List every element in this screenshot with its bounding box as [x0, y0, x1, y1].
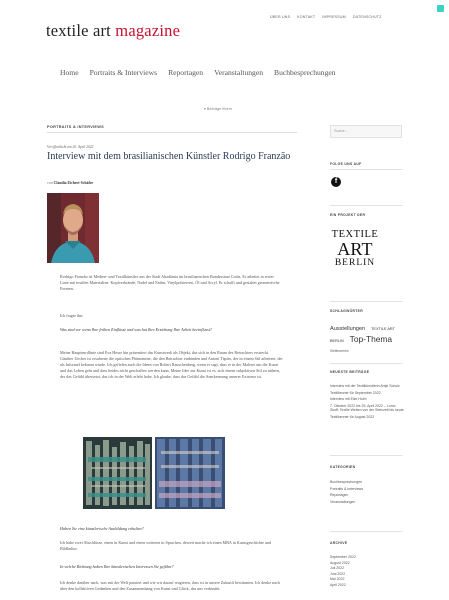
divider — [330, 205, 403, 206]
article-paragraph: Ich habe zwei Abschlüsse, einen in Kunst und einen weiteren in Sprachen, derzeit mache ich einen MBA in Kunstgeschichte und Bildkultur. — [60, 540, 272, 551]
archive-list — [330, 555, 404, 589]
artwork-image-right — [155, 437, 225, 509]
berlin-logo-line: BERLIN — [334, 258, 376, 268]
berlin-logo-line: ART — [337, 239, 373, 259]
nav-item-reportagen[interactable]: Reportagen — [168, 68, 204, 77]
archive-link[interactable]: August 2022 — [330, 560, 350, 565]
archive-link[interactable]: Mai 2022 — [330, 577, 345, 582]
article-question: Was sind vor wenn Ihre frühen Einflüsse und was hat Ihre Erziehung Ihre Arbeit beeinflusst? — [60, 327, 212, 332]
divider — [330, 363, 403, 364]
tag-link[interactable]: BERLIN — [330, 338, 344, 343]
logo-text-magazine: magazine — [115, 21, 181, 40]
article-paragraph: Meine Hauptenrdlinie sind Eva Hesse hin präsentiert das Kunstwerk als Objekt, das sich in den Raum des Betrachters erstreckt. Günther Uecker ist ersahrene die optischen Phänomene, die den Betrachter einbinden und Antoni Tàpies, der in einem Stil arbeitete, der als Informel bekannt wurde. Ich gefielen auch die Ideen von Robert Rauschenberg, wenn er sagt, dass er in der Malerei um die Kunst und das Leben geht und dass beides nicht geschaffen werden kann. Meine Idee zur Kunst ist es, sich einem subjektiven Stil zu nähern, der das Gefühl übersetzt, das ich in der Welt erlebt habe. Ich glaube, dass das Gefühl die Anerkennung unserer Existenz ist. — [60, 350, 283, 379]
tag-link[interactable]: TEXTILE ART — [371, 327, 395, 331]
sidebar-heading-project: EIN PROJEKT DER — [330, 213, 366, 217]
byline-prefix: von — [47, 181, 53, 185]
top-links — [270, 15, 382, 19]
top-link-about[interactable]: ÜBER UNS — [270, 15, 291, 19]
divider — [330, 301, 403, 302]
tag-link[interactable]: Top-Thema — [349, 333, 393, 344]
archive-link[interactable]: September 2022 — [330, 555, 356, 559]
artwork-image-left — [83, 437, 152, 509]
divider — [330, 455, 403, 456]
search-input[interactable]: Suche... — [330, 125, 402, 138]
logo-text-textile-art: textile art — [46, 21, 116, 40]
main-navigation — [60, 68, 336, 77]
sidebar-heading-follow: FOLGE UNS AUF — [330, 162, 362, 166]
category-link[interactable]: Portraits & Interviews — [330, 486, 364, 491]
recent-post-link[interactable]: 7. Oktober 2022 bis 25. April 2022 – Lumo Skoff: Textile Welten von der Steinzeit bis heute — [330, 403, 404, 413]
sidebar-heading-categories: KATEGORIEN — [330, 465, 356, 469]
article-paragraph: Rodrigo Franzão ist Medien- und Textilkünstler aus der Stadt Abadiânia im brasilianischen Bundesstaat Goiás. Er arbeitet in erster Linie mit textilen Materialien: Kopfverbrände, Nadel und Faden, Vinylpolsterrest, Öl und Acryl. Er schafft und gestaltet geometrische Formen. — [60, 274, 280, 291]
archive-link[interactable]: Juli 2022 — [330, 566, 345, 571]
post-date: Veröffentlicht am 20. April 2022 — [47, 145, 94, 149]
archive-link[interactable]: April 2022 — [330, 582, 346, 587]
category-link[interactable]: Veranstaltungen — [330, 499, 356, 504]
recent-post-link[interactable]: Textilkenner für September 2022 — [330, 390, 381, 395]
byline — [47, 181, 93, 185]
tag-link[interactable]: Ausstellungen — [330, 326, 366, 332]
divider — [47, 132, 297, 133]
textile-art-berlin-logo[interactable] — [331, 229, 379, 279]
article-paragraph: Ich fragte ihn: — [60, 313, 84, 318]
article-question: Haben Sie eine künstlerische Ausbildung erhalten? — [60, 526, 144, 531]
sidebar-heading-tags: SCHLAGWÖRTER — [330, 309, 363, 313]
page-title: Interview mit dem brasilianischen Künstler Rodrigo Franzão — [47, 151, 291, 162]
article-question: In welche Richtung haben Ihre künstlerischen Interessen Sie geführt? — [60, 564, 174, 569]
article-paragraph: Ich denke darüber nach, was mit der Welt passiert und wie wir darauf reagieren, dass ist in unsere Zukunft bestimmen. Ich denke nach über den kollektiven Gedanken und den Zusammenhang von Kunst und Glück, das uns verbindet. — [60, 580, 280, 591]
recent-post-link[interactable]: Textilkenner für August 2022 — [330, 414, 375, 419]
nav-item-buchbesprechungen[interactable]: Buchbesprechungen — [274, 68, 336, 77]
category-label[interactable]: PORTRAITS & INTERVIEWS — [47, 125, 104, 129]
sidebar-heading-recent: NEUESTE BEITRÄGE — [330, 370, 370, 374]
categories-list — [330, 480, 404, 506]
site-logo[interactable] — [46, 21, 180, 41]
filter-posts-toggle[interactable]: ▾ Beiträge filtern — [204, 107, 233, 111]
nav-item-veranstaltungen[interactable]: Veranstaltungen — [214, 68, 263, 77]
recent-post-link[interactable]: Interview mit Elke Holm — [330, 397, 367, 402]
top-link-imprint[interactable]: IMPRESSUM — [322, 15, 346, 19]
archive-link[interactable]: Juni 2022 — [330, 571, 346, 576]
accessibility-icon[interactable] — [437, 5, 444, 12]
artist-portrait-image — [47, 193, 99, 263]
tag-cloud — [330, 322, 404, 354]
top-link-contact[interactable]: KONTAKT — [297, 15, 316, 19]
divider — [330, 169, 403, 170]
berlin-logo-line: TEXTILE — [331, 229, 379, 240]
sidebar-heading-archive: ARCHIVE — [330, 541, 348, 545]
recent-posts-list — [330, 384, 404, 422]
category-link[interactable]: Reportagen — [330, 493, 349, 498]
facebook-icon[interactable]: f — [331, 177, 341, 187]
top-link-privacy[interactable]: DATENSCHUTZ — [352, 15, 382, 19]
author-link[interactable]: Claudia Eichert-Schäfer — [53, 181, 94, 185]
tag-link[interactable]: Wettbewerbe — [330, 349, 349, 353]
divider — [330, 531, 403, 532]
nav-item-home[interactable]: Home — [60, 68, 79, 77]
recent-post-link[interactable]: Interview mit der Textilkünstlerin Antje Schulz — [330, 384, 400, 388]
nav-item-portraits[interactable]: Portraits & Interviews — [89, 68, 158, 77]
category-link[interactable]: Buchbesprechungen — [330, 480, 363, 484]
